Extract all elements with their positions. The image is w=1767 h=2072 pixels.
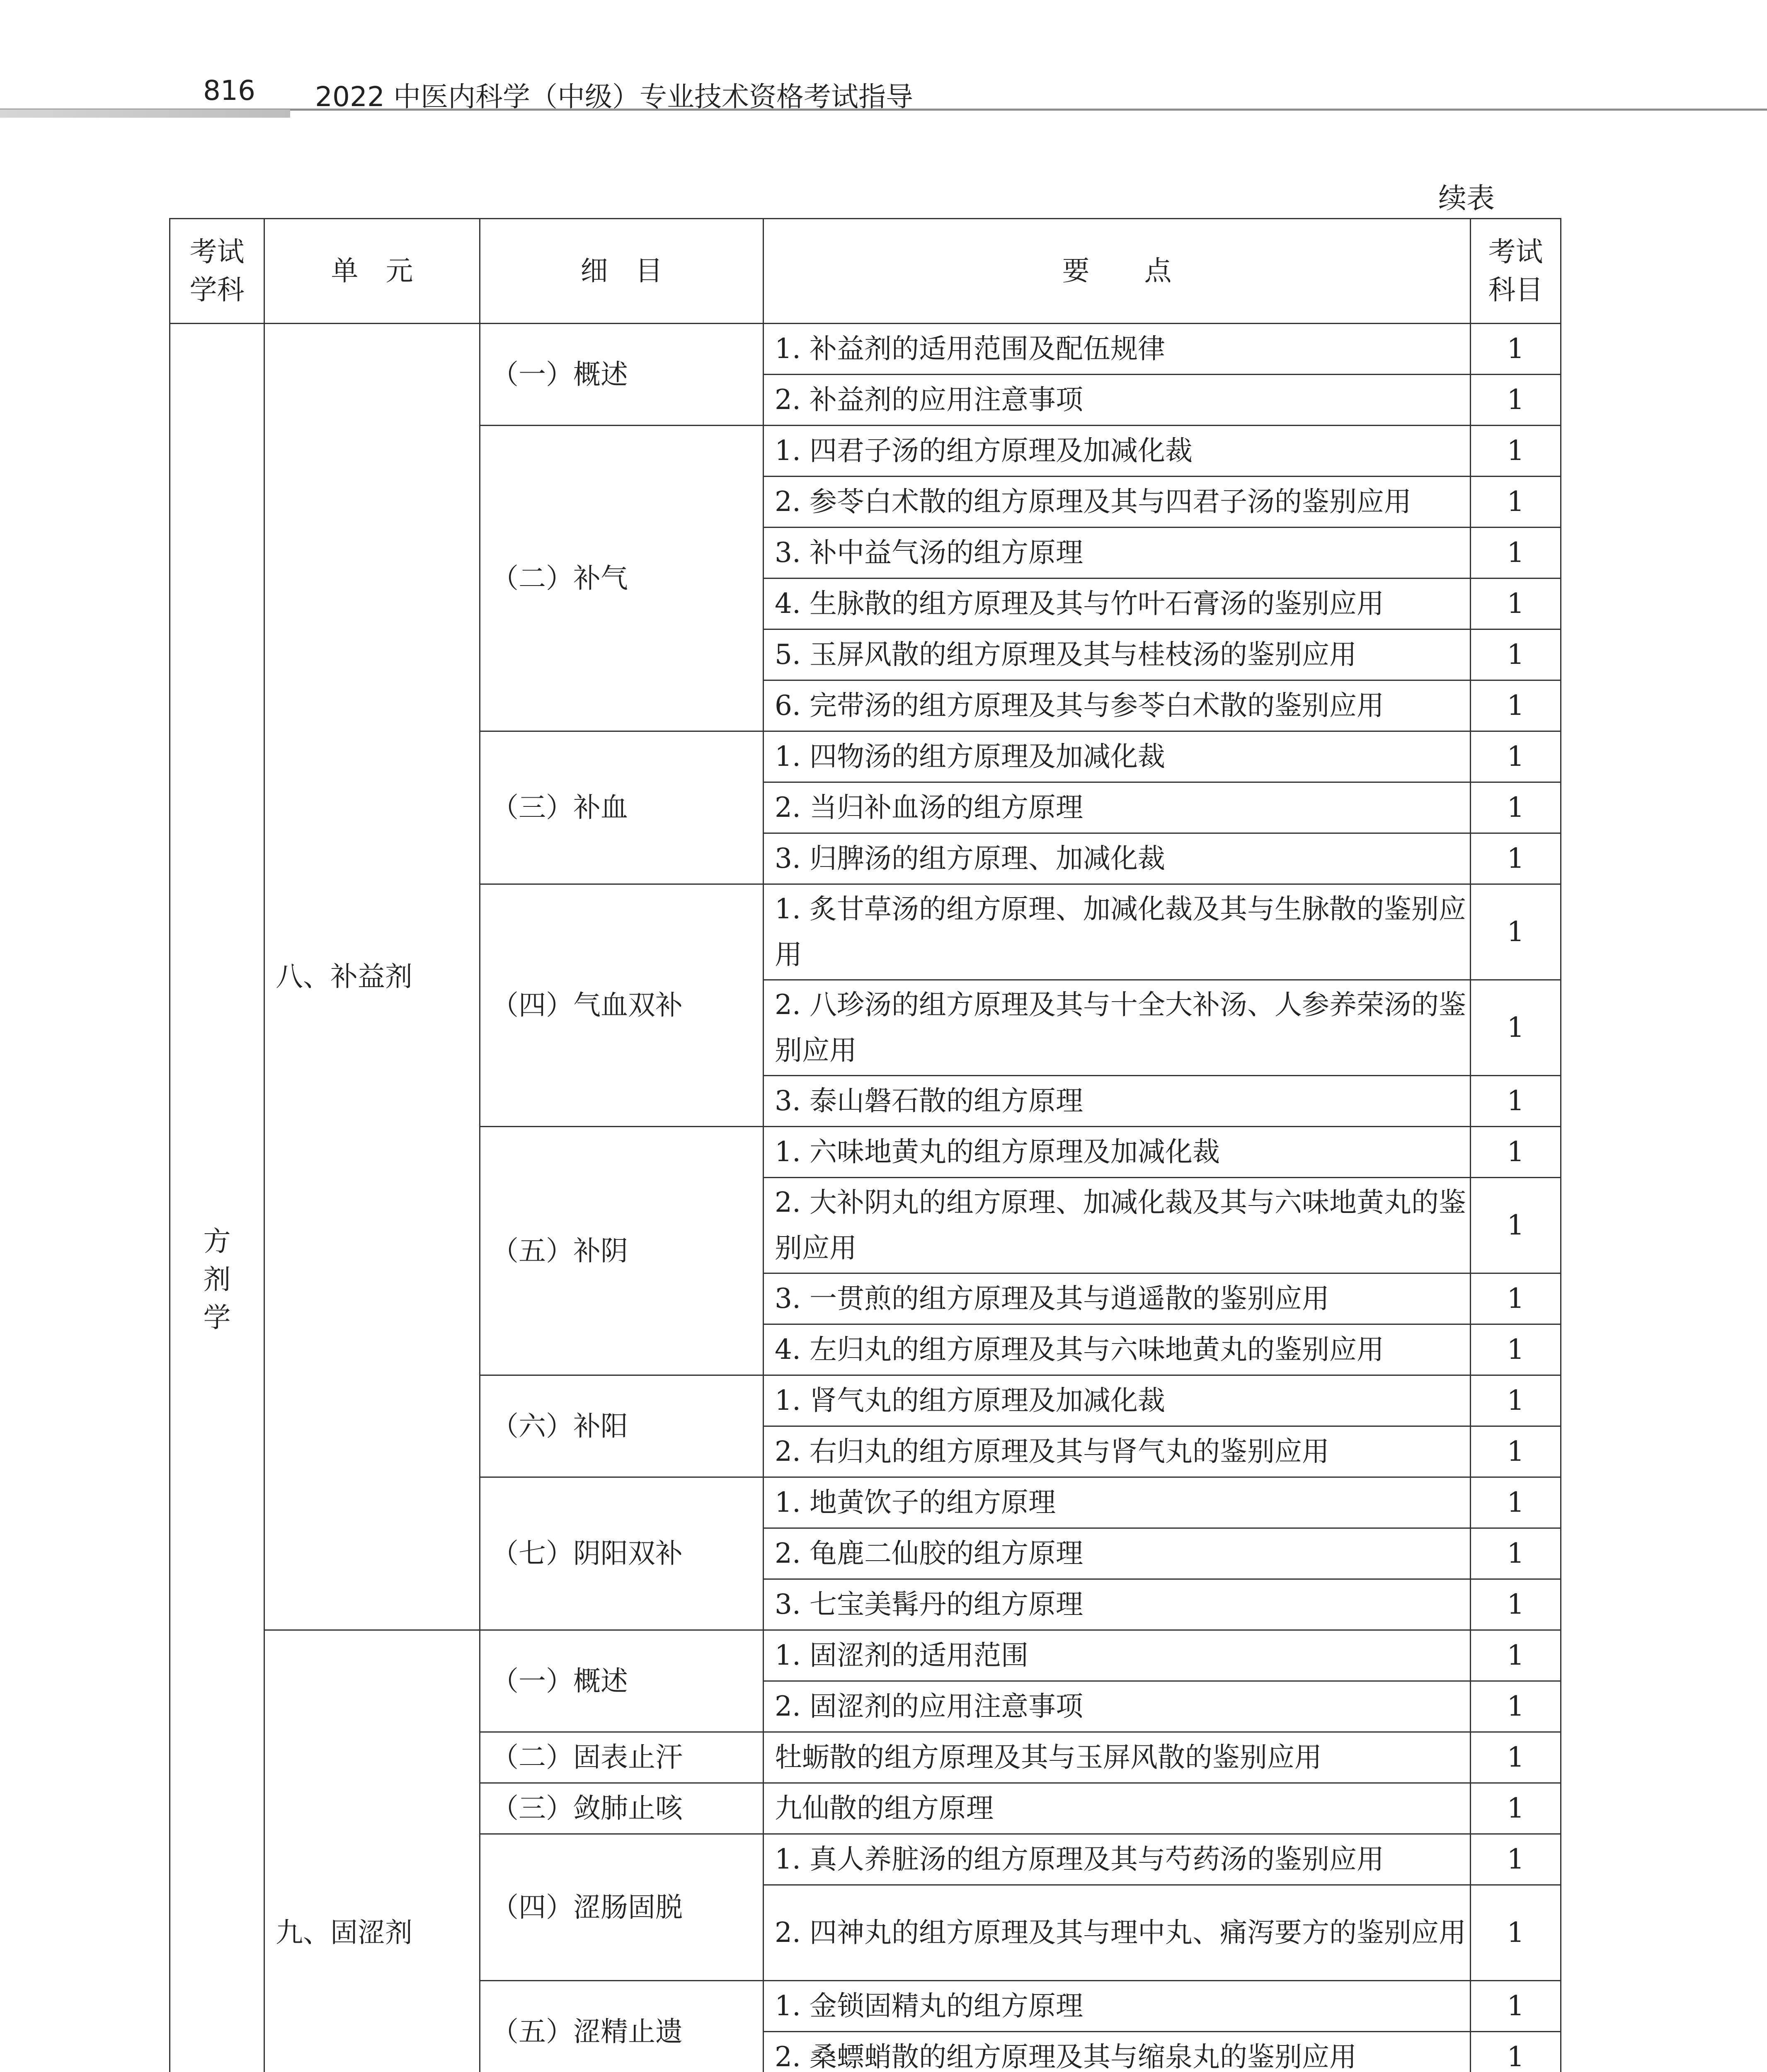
point-cell: 1. 金锁固精丸的组方原理 [764, 1981, 1471, 2032]
score-cell: 1 [1471, 1477, 1561, 1528]
score-cell: 1 [1471, 1834, 1561, 1885]
score-cell: 1 [1471, 324, 1561, 375]
point-cell: 5. 玉屏风散的组方原理及其与桂枝汤的鉴别应用 [764, 629, 1471, 680]
point-cell: 3. 补中益气汤的组方原理 [764, 528, 1471, 579]
score-cell: 1 [1471, 629, 1561, 680]
subject-label: 方剂学 [203, 1225, 231, 1334]
detail-cell: （二）补气 [480, 426, 764, 731]
syllabus-body [170, 324, 1561, 2072]
score-cell: 1 [1471, 579, 1561, 629]
score-cell: 1 [1471, 1630, 1561, 1681]
score-cell: 1 [1471, 477, 1561, 528]
score-cell: 1 [1471, 833, 1561, 884]
running-title: 2022 中医内科学（中级）专业技术资格考试指导 [315, 81, 913, 113]
score-cell: 1 [1471, 782, 1561, 833]
point-cell: 3. 泰山磐石散的组方原理 [764, 1076, 1471, 1127]
col-header-score: 考试科目 [1471, 219, 1561, 324]
point-cell: 1. 炙甘草汤的组方原理、加减化裁及其与生脉散的鉴别应用 [764, 884, 1471, 980]
col-header-unit: 单 元 [264, 219, 480, 324]
detail-cell: （三）敛肺止咳 [480, 1783, 764, 1834]
unit-cell: 八、补益剂 [264, 324, 480, 1630]
score-cell: 1 [1471, 980, 1561, 1076]
point-cell: 1. 四物汤的组方原理及加减化裁 [764, 731, 1471, 782]
score-cell: 1 [1471, 1732, 1561, 1783]
point-cell: 3. 一贯煎的组方原理及其与逍遥散的鉴别应用 [764, 1273, 1471, 1324]
point-cell: 1. 固涩剂的适用范围 [764, 1630, 1471, 1681]
score-cell: 1 [1471, 680, 1561, 731]
point-cell: 4. 生脉散的组方原理及其与竹叶石膏汤的鉴别应用 [764, 579, 1471, 629]
point-cell: 1. 补益剂的适用范围及配伍规律 [764, 324, 1471, 375]
header-accent-bar [0, 109, 290, 118]
point-cell: 2. 四神丸的组方原理及其与理中丸、痛泻要方的鉴别应用 [764, 1885, 1471, 1981]
point-cell: 2. 龟鹿二仙胶的组方原理 [764, 1528, 1471, 1579]
detail-cell: （六）补阳 [480, 1375, 764, 1477]
col-header-points: 要 点 [764, 219, 1471, 324]
point-cell: 2. 右归丸的组方原理及其与肾气丸的鉴别应用 [764, 1426, 1471, 1477]
point-cell: 九仙散的组方原理 [764, 1783, 1471, 1834]
score-cell: 1 [1471, 375, 1561, 426]
detail-cell: （五）涩精止遗 [480, 1981, 764, 2072]
point-cell: 2. 桑螵蛸散的组方原理及其与缩泉丸的鉴别应用 [764, 2032, 1471, 2072]
score-cell: 1 [1471, 1783, 1561, 1834]
score-cell: 1 [1471, 426, 1561, 477]
score-cell: 1 [1471, 1076, 1561, 1127]
detail-cell: （五）补阴 [480, 1127, 764, 1375]
detail-cell: （四）涩肠固脱 [480, 1834, 764, 1981]
unit-cell: 九、固涩剂 [264, 1630, 480, 2072]
point-cell: 2. 固涩剂的应用注意事项 [764, 1681, 1471, 1732]
point-cell: 2. 大补阴丸的组方原理、加减化裁及其与六味地黄丸的鉴别应用 [764, 1178, 1471, 1273]
point-cell: 2. 八珍汤的组方原理及其与十全大补汤、人参养荣汤的鉴别应用 [764, 980, 1471, 1076]
point-cell: 1. 四君子汤的组方原理及加减化裁 [764, 426, 1471, 477]
score-cell: 1 [1471, 1127, 1561, 1178]
subject-cell [170, 324, 264, 2072]
page-number: 816 [203, 75, 255, 107]
col-header-detail: 细 目 [480, 219, 764, 324]
point-cell: 1. 地黄饮子的组方原理 [764, 1477, 1471, 1528]
point-cell: 6. 完带汤的组方原理及其与参苓白术散的鉴别应用 [764, 680, 1471, 731]
score-cell: 1 [1471, 1579, 1561, 1630]
point-cell: 2. 参苓白术散的组方原理及其与四君子汤的鉴别应用 [764, 477, 1471, 528]
detail-cell: （七）阴阳双补 [480, 1477, 764, 1630]
detail-cell: （三）补血 [480, 731, 764, 884]
detail-cell: （二）固表止汗 [480, 1732, 764, 1783]
table-row [170, 324, 1561, 375]
score-cell: 1 [1471, 2032, 1561, 2072]
point-cell: 1. 肾气丸的组方原理及加减化裁 [764, 1375, 1471, 1426]
score-cell: 1 [1471, 1178, 1561, 1273]
col-header-subject: 考试学科 [170, 219, 264, 324]
score-cell: 1 [1471, 1885, 1561, 1981]
score-cell: 1 [1471, 884, 1561, 980]
syllabus-table [169, 218, 1561, 2072]
point-cell: 1. 真人养脏汤的组方原理及其与芍药汤的鉴别应用 [764, 1834, 1471, 1885]
score-cell: 1 [1471, 528, 1561, 579]
point-cell: 牡蛎散的组方原理及其与玉屏风散的鉴别应用 [764, 1732, 1471, 1783]
detail-cell: （四）气血双补 [480, 884, 764, 1127]
point-cell: 2. 当归补血汤的组方原理 [764, 782, 1471, 833]
point-cell: 3. 七宝美髯丹的组方原理 [764, 1579, 1471, 1630]
point-cell: 4. 左归丸的组方原理及其与六味地黄丸的鉴别应用 [764, 1324, 1471, 1375]
table-row [170, 1630, 1561, 1681]
detail-cell: （一）概述 [480, 1630, 764, 1732]
continued-label: 续表 [1438, 182, 1495, 215]
score-cell: 1 [1471, 1324, 1561, 1375]
point-cell: 3. 归脾汤的组方原理、加减化裁 [764, 833, 1471, 884]
point-cell: 1. 六味地黄丸的组方原理及加减化裁 [764, 1127, 1471, 1178]
detail-cell: （一）概述 [480, 324, 764, 426]
score-cell: 1 [1471, 1528, 1561, 1579]
point-cell: 2. 补益剂的应用注意事项 [764, 375, 1471, 426]
score-cell: 1 [1471, 731, 1561, 782]
score-cell: 1 [1471, 1681, 1561, 1732]
score-cell: 1 [1471, 1981, 1561, 2032]
score-cell: 1 [1471, 1273, 1561, 1324]
score-cell: 1 [1471, 1375, 1561, 1426]
score-cell: 1 [1471, 1426, 1561, 1477]
